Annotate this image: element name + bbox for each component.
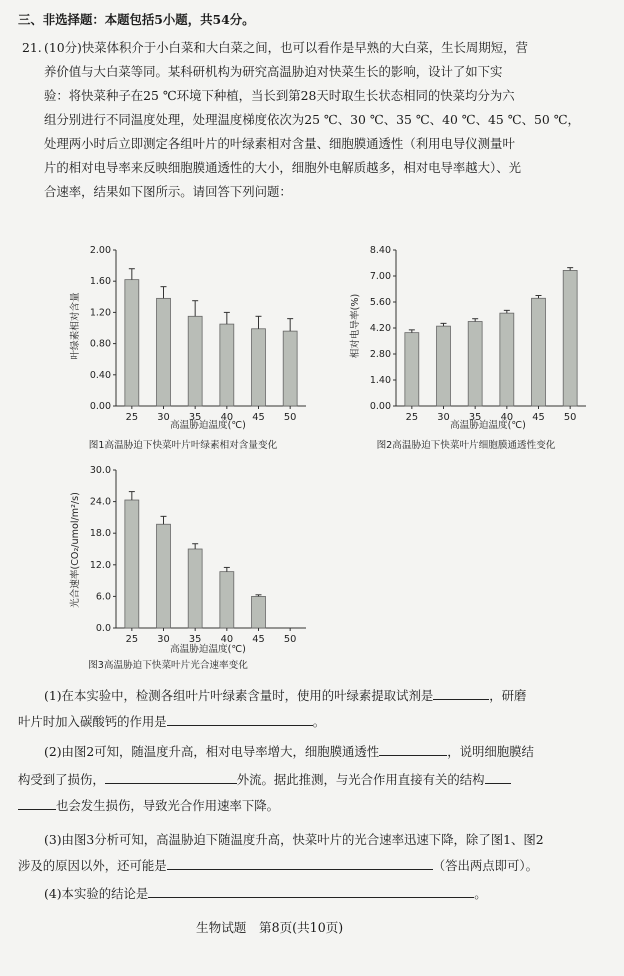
bar bbox=[283, 331, 297, 406]
question-number: 21. bbox=[22, 40, 42, 55]
y-tick-label: 2.80 bbox=[369, 349, 391, 360]
y-tick-label: 8.40 bbox=[369, 245, 391, 256]
bar bbox=[220, 572, 234, 628]
y-tick-label: 5.60 bbox=[369, 297, 391, 308]
bar bbox=[252, 329, 266, 406]
y-axis-label: 光合速率(CO₂/umol/m²/s) bbox=[70, 492, 81, 608]
q3-text-a: 涉及的原因以外，还可能是 bbox=[18, 858, 167, 873]
y-tick-label: 2.00 bbox=[89, 245, 111, 256]
q3-text-b: （答出两点即可）。 bbox=[432, 858, 539, 873]
y-tick-label: 30.0 bbox=[89, 465, 111, 476]
x-tick-label: 50 bbox=[563, 412, 577, 423]
y-tick-label: 0.00 bbox=[89, 401, 111, 412]
x-tick-label: 25 bbox=[125, 634, 139, 645]
q2-text-c: 构受到了损伤， bbox=[18, 772, 105, 787]
x-tick-label: 35 bbox=[188, 634, 202, 645]
y-tick-label: 7.00 bbox=[369, 271, 391, 282]
q1-text-b: ，研磨 bbox=[489, 688, 527, 703]
bars-layer bbox=[90, 245, 306, 423]
x-tick-label: 40 bbox=[220, 412, 234, 423]
answer-blank[interactable] bbox=[485, 770, 511, 784]
bar bbox=[125, 280, 139, 406]
subquestion-2-cont bbox=[18, 770, 511, 790]
question-line: 组分别进行不同温度处理，处理温度梯度依次为25 ℃、30 ℃、35 ℃、40 ℃、45 ℃、50 ℃， bbox=[44, 112, 580, 127]
q2-text-d: 外流。据此推测，与光合作用直接有关的结构 bbox=[236, 772, 485, 787]
x-axis-label: 高温胁迫温度(℃) bbox=[450, 420, 526, 431]
figure-1-chlorophyll-chart bbox=[58, 236, 318, 456]
x-tick-label: 50 bbox=[283, 634, 297, 645]
bar bbox=[252, 596, 266, 628]
answer-blank[interactable] bbox=[379, 742, 447, 756]
answer-blank[interactable] bbox=[433, 686, 489, 700]
q4-text-b: 。 bbox=[474, 886, 487, 901]
bar bbox=[468, 322, 482, 407]
bar bbox=[532, 298, 546, 406]
question-line: 片的相对电导率来反映细胞膜通透性的大小，细胞外电解质越多，相对电导率越大）、光 bbox=[44, 160, 522, 175]
y-tick-label: 0.80 bbox=[89, 338, 111, 350]
subquestion-4 bbox=[44, 884, 487, 904]
subquestion-3-cont bbox=[18, 856, 538, 876]
bar bbox=[437, 326, 451, 406]
subquestion-1-cont bbox=[18, 712, 325, 732]
subquestion-3: (3)由图3分析可知，高温胁迫下随温度升高，快菜叶片的光合速率迅速下降，除了图1、图2 bbox=[44, 832, 544, 847]
question-line: (10分)快菜体积介于小白菜和大白菜之间，也可以看作是早熟的大白菜，生长周期短，营 bbox=[44, 40, 528, 55]
q1-text-d: 。 bbox=[312, 714, 326, 729]
answer-blank[interactable] bbox=[148, 884, 474, 898]
x-tick-label: 50 bbox=[283, 412, 297, 423]
bar bbox=[157, 524, 171, 628]
figure-caption: 图2高温胁迫下快菜叶片细胞膜通透性变化 bbox=[376, 440, 556, 451]
question-line: 处理两小时后立即测定各组叶片的叶绿素相对含量、细胞膜通透性（利用电导仪测量叶 bbox=[44, 136, 515, 151]
y-tick-label: 6.0 bbox=[95, 591, 111, 603]
y-tick-label: 12.0 bbox=[89, 559, 111, 571]
figure-2-conductivity-chart bbox=[338, 236, 598, 456]
y-tick-label: 0.00 bbox=[369, 401, 391, 412]
answer-blank[interactable] bbox=[105, 770, 237, 784]
q1-text-a: (1)在本实验中，检测各组叶片叶绿素含量时，使用的叶绿素提取试剂是 bbox=[44, 688, 434, 703]
x-tick-label: 40 bbox=[220, 634, 234, 645]
x-axis-label: 高温胁迫温度(℃) bbox=[170, 644, 246, 655]
x-tick-label: 45 bbox=[532, 412, 545, 423]
x-tick-label: 45 bbox=[252, 634, 265, 645]
y-axis-label: 相对电导率(%) bbox=[350, 293, 361, 359]
bar bbox=[125, 500, 139, 628]
subquestion-1 bbox=[44, 686, 526, 706]
subquestion-2-cont2 bbox=[18, 796, 279, 816]
x-tick-label: 25 bbox=[405, 412, 419, 423]
y-axis-label: 叶绿素相对含量 bbox=[70, 292, 81, 360]
x-tick-label: 30 bbox=[157, 412, 170, 423]
x-axis-label: 高温胁迫温度(℃) bbox=[170, 420, 246, 431]
bar bbox=[188, 316, 202, 406]
bar bbox=[220, 324, 234, 406]
q2-text-b: ，说明细胞膜结 bbox=[447, 744, 534, 759]
q1-text-c: 叶片时加入碳酸钙的作用是 bbox=[18, 714, 167, 729]
x-tick-label: 30 bbox=[437, 412, 450, 423]
question-line: 养价值与大白菜等同。某科研机构为研究高温胁迫对快菜生长的影响，设计了如下实 bbox=[44, 64, 503, 79]
figure-caption: 图3高温胁迫下快菜叶片光合速率变化 bbox=[88, 660, 248, 671]
x-tick-label: 40 bbox=[500, 412, 514, 423]
x-tick-label: 35 bbox=[188, 412, 202, 423]
x-tick-label: 25 bbox=[125, 412, 139, 423]
bar bbox=[188, 549, 202, 628]
answer-blank[interactable] bbox=[18, 796, 56, 810]
question-line: 验：将快菜种子在25 ℃环境下种植，当长到第28天时取生长状态相同的快菜均分为六 bbox=[44, 88, 515, 103]
page-footer: 生物试题 第8页(共10页) bbox=[196, 920, 344, 935]
y-tick-label: 0.40 bbox=[89, 369, 111, 381]
figure-caption: 图1高温胁迫下快菜叶片叶绿素相对含量变化 bbox=[88, 440, 278, 451]
x-tick-label: 45 bbox=[252, 412, 265, 423]
bar bbox=[405, 333, 419, 406]
bar bbox=[157, 298, 171, 406]
y-tick-label: 0.0 bbox=[95, 623, 111, 634]
y-tick-label: 1.60 bbox=[89, 276, 111, 288]
figure-3-photosynthesis-chart bbox=[58, 460, 318, 675]
x-tick-label: 30 bbox=[157, 634, 170, 645]
q4-text-a: (4)本实验的结论是 bbox=[44, 886, 149, 901]
section-header: 三、非选择题：本题包括5小题，共54分。 bbox=[18, 12, 255, 27]
bars-layer bbox=[90, 465, 306, 645]
answer-blank[interactable] bbox=[167, 856, 433, 870]
answer-blank[interactable] bbox=[167, 712, 313, 726]
subquestion-2 bbox=[44, 742, 534, 762]
y-tick-label: 24.0 bbox=[89, 496, 111, 508]
y-tick-label: 1.20 bbox=[89, 307, 111, 319]
q2-text-a: (2)由图2可知，随温度升高，相对电导率增大，细胞膜通透性 bbox=[44, 744, 380, 759]
bars-layer bbox=[370, 245, 586, 423]
q2-text-e: 也会发生损伤，导致光合作用速率下降。 bbox=[56, 798, 280, 813]
x-tick-label: 35 bbox=[468, 412, 482, 423]
y-tick-label: 1.40 bbox=[369, 375, 391, 386]
y-tick-label: 18.0 bbox=[89, 528, 111, 540]
y-tick-label: 4.20 bbox=[369, 323, 391, 334]
bar bbox=[563, 270, 577, 406]
bar bbox=[500, 313, 514, 406]
question-line: 合速率，结果如下图所示。请回答下列问题： bbox=[44, 184, 292, 199]
